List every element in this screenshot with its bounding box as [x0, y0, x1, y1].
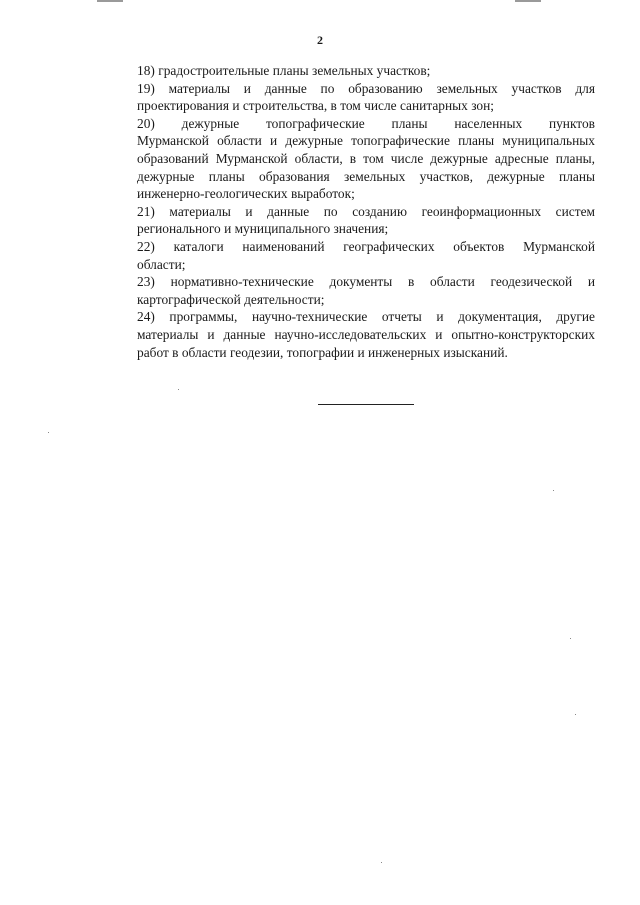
end-of-text-rule — [318, 404, 414, 405]
text-line: 23) нормативно-технические документы в области геодезической и — [137, 274, 595, 290]
list-item-24 — [90, 308, 595, 361]
text-line: 20) дежурные топографические планы населенных пунктов — [137, 115, 595, 131]
text-line: материалы и данные научно-исследовательских и опытно-конструкторских — [137, 326, 595, 342]
scan-edge-mark — [515, 0, 541, 2]
scan-speck — [48, 432, 49, 433]
text-line: 24) программы, научно-технические отчеты и документация, другие — [137, 309, 595, 325]
text-line: 22) каталоги наименований географических объектов Мурманской — [137, 238, 595, 254]
list-item-21 — [90, 203, 595, 238]
text-line: 19) материалы и данные по образованию земельных участков для — [137, 80, 595, 96]
text-line: области; — [137, 256, 186, 272]
list-item-23 — [90, 273, 595, 308]
text-line: регионального и муниципального значения; — [137, 221, 389, 237]
list-item-18 — [90, 62, 595, 80]
text-line: образований Мурманской области, в том числе дежурные адресные планы, — [137, 150, 595, 166]
text-line: дежурные планы образования земельных участков, дежурные планы — [137, 168, 595, 184]
list-item-20 — [90, 115, 595, 203]
text-line: 21) материалы и данные по созданию геоинформационных систем — [137, 203, 595, 219]
text-line: Мурманской области и дежурные топографические планы муниципальных — [137, 133, 595, 149]
document-body — [90, 62, 595, 361]
scan-edge-mark — [97, 0, 123, 2]
scan-speck — [575, 714, 576, 715]
list-item-22 — [90, 238, 595, 273]
text-line: 18) градостроительные планы земельных участков; — [137, 63, 431, 78]
page-number: 2 — [317, 33, 323, 47]
scan-speck — [570, 638, 571, 639]
text-line: картографической деятельности; — [137, 291, 325, 307]
scan-speck — [381, 862, 382, 863]
text-line: проектирования и строительства, в том числе санитарных зон; — [137, 98, 494, 114]
text-line: инженерно-геологических выработок; — [137, 186, 355, 202]
text-line: работ в области геодезии, топографии и инженерных изысканий. — [137, 344, 508, 360]
list-item-19 — [90, 80, 595, 115]
scan-speck — [553, 490, 554, 491]
scan-speck — [178, 389, 179, 390]
